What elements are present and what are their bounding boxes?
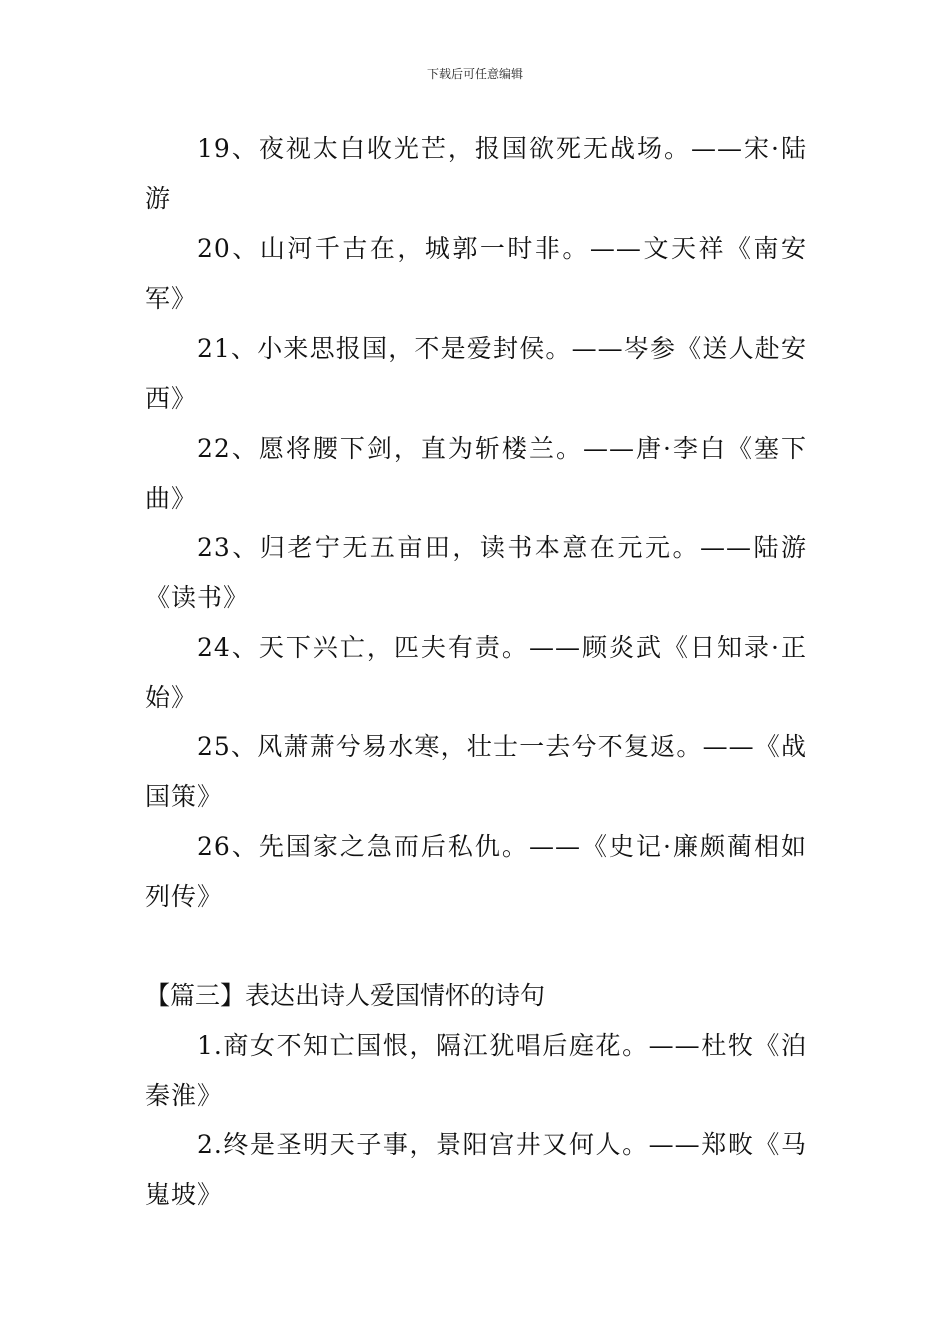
quote-22: 22、愿将腰下剑，直为斩楼兰。——唐·李白《塞下曲》 <box>145 434 807 513</box>
quote-21: 21、小来思报国，不是爱封侯。——岑参《送人赴安西》 <box>145 334 807 413</box>
section-item-1: 1.商女不知亡国恨，隔江犹唱后庭花。——杜牧《泊秦淮》 <box>145 1031 807 1110</box>
page-header: 下载后可任意编辑 <box>426 67 523 81</box>
quote-25: 25、风萧萧兮易水寒，壮士一去兮不复返。——《战国策》 <box>145 732 807 811</box>
quote-26: 26、先国家之急而后私仇。——《史记·廉颇蔺相如列传》 <box>145 832 807 911</box>
section-heading: 【篇三】表达出诗人爱国情怀的诗句 <box>145 981 546 1010</box>
quote-23: 23、归老宁无五亩田，读书本意在元元。——陆游《读书》 <box>145 533 807 612</box>
quote-19: 19、夜视太白收光芒，报国欲死无战场。——宋·陆游 <box>145 134 807 213</box>
section-item-2: 2.终是圣明天子事，景阳宫井又何人。——郑畋《马嵬坡》 <box>145 1130 807 1209</box>
quote-20: 20、山河千古在，城郭一时非。——文天祥《南安军》 <box>145 234 807 313</box>
quote-24: 24、天下兴亡，匹夫有责。——顾炎武《日知录·正始》 <box>145 633 807 712</box>
